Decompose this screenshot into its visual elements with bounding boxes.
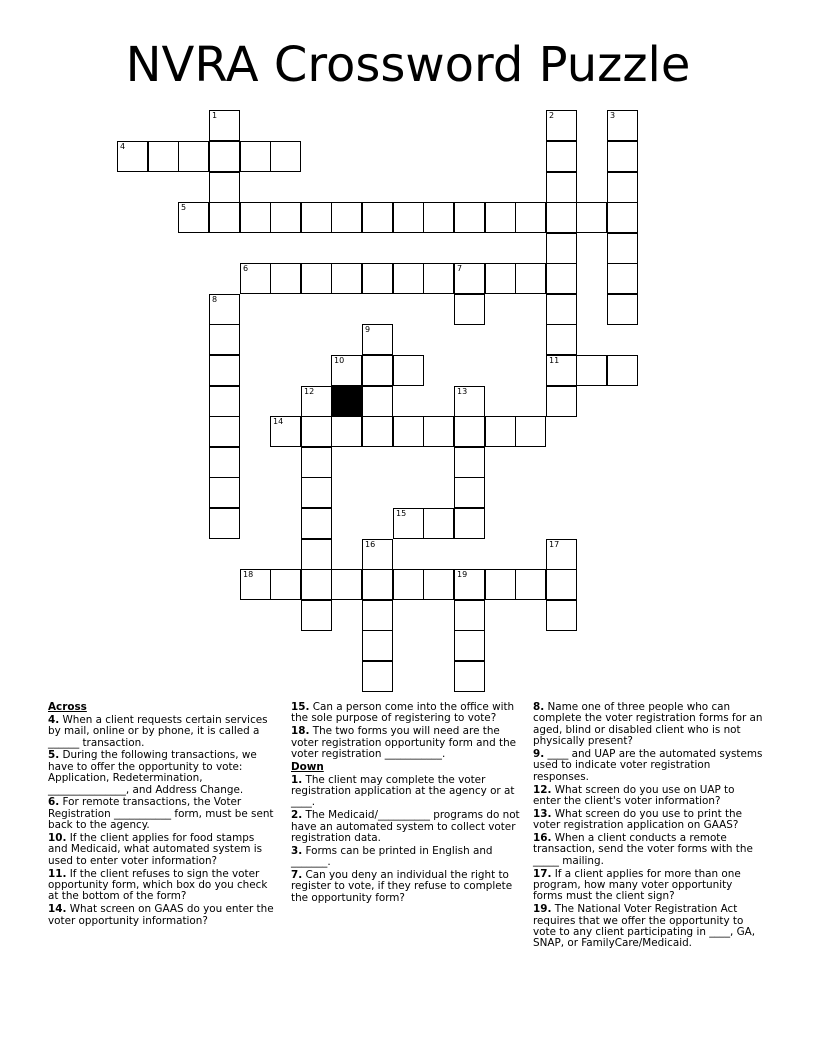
clue-num: 1. [291, 773, 303, 786]
clue-num: 11. [48, 867, 67, 880]
grid-cell[interactable] [607, 202, 638, 233]
clue-number: 19 [457, 570, 468, 579]
grid-cell[interactable] [209, 294, 240, 325]
clue-section-header: Across [48, 701, 87, 713]
clue-text: Can you deny an individual the right to register to vote, if they refuse to complete the opportunity form? [291, 869, 513, 904]
grid-cell[interactable] [362, 416, 393, 447]
clue-text: What screen do you use on UAP to enter the client's voter information? [533, 783, 735, 808]
grid-cell[interactable] [454, 630, 485, 661]
clue-num: 17. [533, 867, 552, 880]
clue-number: 14 [273, 417, 284, 426]
blocked-cell [331, 386, 362, 417]
clue-text: If the client refuses to sign the voter opportunity form, which box do you check at the bottom of the form? [48, 867, 268, 903]
clue [533, 869, 765, 903]
grid-cell[interactable] [362, 263, 393, 294]
grid-cell[interactable] [362, 600, 393, 631]
clue [48, 750, 276, 796]
grid-cell[interactable] [178, 141, 209, 172]
clue [533, 785, 765, 808]
clue-number: 17 [549, 540, 560, 549]
clue-text: When a client requests certain services by mail, online or by phone, it is called a ______ transaction. [48, 713, 268, 749]
clue-number: 4 [120, 142, 126, 151]
clue-number: 13 [457, 387, 468, 396]
grid-cell[interactable] [393, 202, 424, 233]
grid-cell[interactable] [301, 569, 332, 600]
clue-num: 12. [533, 783, 552, 796]
clue-num: 5. [48, 749, 60, 762]
clue-section-header: Down [291, 760, 324, 773]
grid-cell[interactable] [270, 263, 301, 294]
grid-cell[interactable] [393, 569, 424, 600]
clue-text: What screen on GAAS do you enter the voter opportunity information? [48, 903, 274, 927]
clue [48, 904, 276, 927]
grid-cell[interactable] [454, 294, 485, 325]
grid-cell[interactable] [209, 172, 240, 203]
grid-cell[interactable] [515, 569, 546, 600]
grid-cell[interactable] [331, 263, 362, 294]
grid-cell[interactable] [546, 355, 577, 386]
grid-cell[interactable] [209, 447, 240, 478]
clue-num: 6. [48, 796, 60, 809]
clue [48, 869, 276, 903]
grid-cell[interactable] [148, 141, 179, 172]
grid-cell[interactable] [423, 202, 454, 233]
clue-text: The Medicaid/__________ programs do not have an automated system to collect voter registration data. [291, 809, 520, 845]
grid-cell[interactable] [607, 233, 638, 264]
clue-num: 2. [291, 809, 303, 822]
clue [48, 833, 276, 867]
grid-cell[interactable] [454, 447, 485, 478]
grid-cell[interactable] [454, 661, 485, 692]
page-title: NVRA Crossword Puzzle [125, 37, 691, 93]
clue-column [291, 702, 523, 906]
clue-text: The National Voter Registration Act requires that we offer the opportunity to vote to any client participating in ____, GA, SNAP, or FamilyCare/Medicaid. [533, 903, 756, 950]
grid-cell[interactable] [607, 172, 638, 203]
grid-cell[interactable] [423, 263, 454, 294]
clue-number: 10 [334, 356, 345, 365]
grid-cell[interactable] [240, 202, 271, 233]
clue-number: 6 [243, 264, 249, 273]
clue-num: 10. [48, 832, 67, 845]
grid-cell[interactable] [546, 324, 577, 355]
grid-cell[interactable] [454, 508, 485, 539]
clue-num: 18. [291, 725, 310, 738]
grid-cell[interactable] [301, 447, 332, 478]
clue-text: The two forms you will need are the voter registration opportunity form and the voter registration ___________. [291, 725, 517, 761]
grid-cell[interactable] [301, 416, 332, 447]
grid-cell[interactable] [117, 141, 148, 172]
grid-cell[interactable] [454, 569, 485, 600]
clue-number: 12 [304, 387, 315, 396]
grid-cell[interactable] [546, 263, 577, 294]
grid-cell[interactable] [546, 294, 577, 325]
clue-column [533, 702, 765, 951]
grid-cell[interactable] [209, 110, 240, 141]
grid-cell[interactable] [485, 569, 516, 600]
clue-text: What screen do you use to print the voter registration application on GAAS? [533, 807, 743, 832]
grid-cell[interactable] [362, 539, 393, 570]
grid-cell[interactable] [515, 263, 546, 294]
clue-num: 4. [48, 713, 60, 726]
grid-cell[interactable] [546, 141, 577, 172]
clue-num: 19. [533, 903, 552, 916]
clue [533, 809, 765, 832]
grid-cell[interactable] [393, 416, 424, 447]
clue [291, 846, 523, 869]
grid-cell[interactable] [362, 386, 393, 417]
grid-cell[interactable] [209, 508, 240, 539]
grid-cell[interactable] [209, 324, 240, 355]
grid-cell[interactable] [576, 355, 607, 386]
grid-cell[interactable] [546, 172, 577, 203]
grid-cell[interactable] [607, 355, 638, 386]
grid-cell[interactable] [515, 416, 546, 447]
grid-cell[interactable] [393, 263, 424, 294]
grid-cell[interactable] [331, 569, 362, 600]
grid-cell[interactable] [240, 263, 271, 294]
clue-text: ____ and UAP are the automated systems used to indicate voter registration responses. [533, 748, 763, 783]
grid-cell[interactable] [485, 202, 516, 233]
grid-cell[interactable] [270, 141, 301, 172]
clue-number: 15 [396, 509, 407, 518]
grid-cell[interactable] [515, 202, 546, 233]
clue-text: Name one of three people who can complete the voter registration forms for an aged, blind or disabled client who is not physically present? [533, 701, 763, 748]
grid-cell[interactable] [546, 110, 577, 141]
grid-cell[interactable] [454, 263, 485, 294]
grid-cell[interactable] [362, 569, 393, 600]
clue-number: 2 [549, 111, 555, 120]
clue-number: 18 [243, 570, 254, 579]
clue [291, 726, 523, 760]
clue-num: 16. [533, 832, 552, 845]
clue-num: 3. [291, 844, 303, 857]
clue-num: 13. [533, 807, 552, 820]
clue-text: For remote transactions, the Voter Registration ___________ form, must be sent back to the agency. [48, 796, 274, 832]
grid-cell[interactable] [209, 416, 240, 447]
grid-cell[interactable] [331, 355, 362, 386]
clue-text: If the client applies for food stamps and Medicaid, what automated system is used to enter voter information? [48, 832, 263, 867]
grid-cell[interactable] [454, 416, 485, 447]
grid-cell[interactable] [362, 355, 393, 386]
grid-cell[interactable] [209, 386, 240, 417]
grid-cell[interactable] [331, 202, 362, 233]
grid-cell[interactable] [270, 202, 301, 233]
clue-number: 9 [365, 325, 371, 334]
grid-cell[interactable] [546, 539, 577, 570]
grid-cell[interactable] [393, 508, 424, 539]
grid-cell[interactable] [485, 416, 516, 447]
clue-text: When a client conducts a remote transaction, send the voter forms with the _____ mailing. [533, 832, 753, 867]
grid-cell[interactable] [240, 569, 271, 600]
grid-cell[interactable] [423, 416, 454, 447]
grid-cell[interactable] [423, 508, 454, 539]
grid-cell[interactable] [301, 539, 332, 570]
clue-number: 11 [549, 356, 560, 365]
grid-cell[interactable] [454, 477, 485, 508]
grid-cell[interactable] [362, 661, 393, 692]
clue-text: If a client applies for more than one program, how many voter opportunity forms must the client sign? [533, 867, 741, 903]
clue [533, 749, 765, 783]
grid-cell[interactable] [209, 202, 240, 233]
grid-cell[interactable] [178, 202, 209, 233]
clue [48, 797, 276, 831]
grid-cell[interactable] [301, 386, 332, 417]
clue-number: 5 [181, 203, 187, 212]
clue-text: The client may complete the voter registration application at the agency or at ____. [291, 773, 515, 809]
grid-cell[interactable] [362, 630, 393, 661]
clue-num: 15. [291, 701, 310, 713]
clue-number: 7 [457, 264, 463, 273]
clue-number: 8 [212, 295, 218, 304]
grid-cell[interactable] [301, 600, 332, 631]
grid-cell[interactable] [423, 569, 454, 600]
grid-cell[interactable] [454, 600, 485, 631]
grid-cell[interactable] [301, 477, 332, 508]
grid-cell[interactable] [454, 202, 485, 233]
grid-cell[interactable] [546, 600, 577, 631]
grid-cell[interactable] [209, 477, 240, 508]
clue [291, 810, 523, 844]
grid-cell[interactable] [485, 263, 516, 294]
grid-cell[interactable] [393, 355, 424, 386]
grid-cell[interactable] [331, 416, 362, 447]
grid-cell[interactable] [362, 324, 393, 355]
grid-cell[interactable] [576, 202, 607, 233]
grid-cell[interactable] [301, 263, 332, 294]
clue-num: 9. [533, 748, 545, 761]
grid-cell[interactable] [270, 416, 301, 447]
grid-cell[interactable] [362, 202, 393, 233]
grid-cell[interactable] [546, 386, 577, 417]
clue-number: 16 [365, 540, 376, 549]
clue [533, 702, 765, 748]
clue-number: 1 [212, 111, 218, 120]
clue [291, 870, 523, 904]
clue-num: 7. [291, 869, 303, 882]
grid-cell[interactable] [301, 202, 332, 233]
grid-cell[interactable] [607, 141, 638, 172]
clue [48, 715, 276, 749]
grid-cell[interactable] [209, 141, 240, 172]
clue-number: 3 [610, 111, 616, 120]
clue [291, 775, 523, 809]
grid-cell[interactable] [240, 141, 271, 172]
clue-num: 14. [48, 903, 67, 916]
grid-cell[interactable] [209, 355, 240, 386]
clue [533, 904, 765, 950]
clue [291, 702, 523, 725]
grid-cell[interactable] [546, 202, 577, 233]
grid-cell[interactable] [546, 569, 577, 600]
clue-text: During the following transactions, we have to offer the opportunity to vote: Application, Redetermination, _______________, and Address Change. [48, 749, 257, 796]
clue-column [48, 702, 276, 928]
grid-cell[interactable] [546, 233, 577, 264]
grid-cell[interactable] [270, 569, 301, 600]
clue-text: Can a person come into the office with the sole purpose of registering to vote? [291, 701, 515, 725]
clue [533, 833, 765, 867]
grid-cell[interactable] [454, 386, 485, 417]
grid-cell[interactable] [607, 110, 638, 141]
grid-cell[interactable] [301, 508, 332, 539]
clue-num: 8. [533, 701, 545, 713]
clue-text: Forms can be printed in English and _______. [291, 844, 493, 869]
grid-cell[interactable] [607, 263, 638, 294]
grid-cell[interactable] [607, 294, 638, 325]
